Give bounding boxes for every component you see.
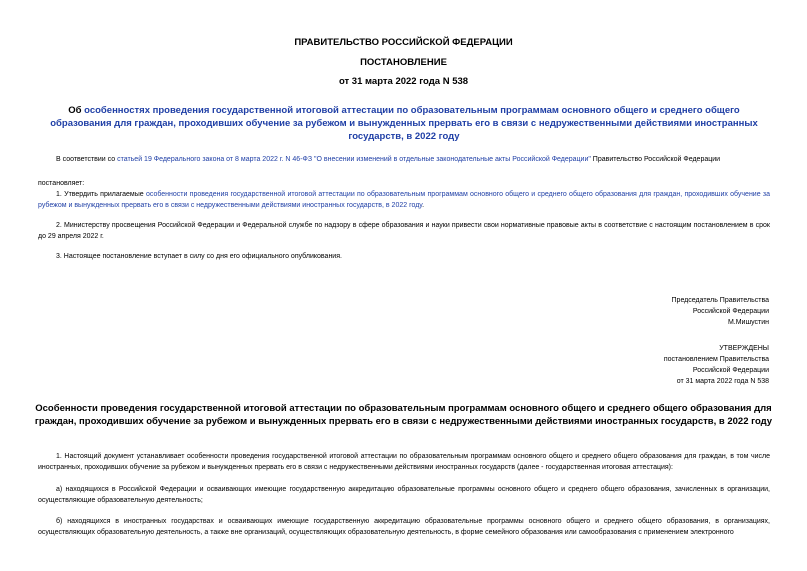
item-1-link[interactable]: особенности проведения государственной итоговой аттестации по образовательным программам основного общего и среднего общего образования для граждан, проходивших обучение за рубежом и вынужденных прервать его в связи с недружественными действиями иностранных государств, в 2022 году: [38, 191, 770, 209]
item-2: 2. Министерству просвещения Российской Федерации и Федеральной службе по надзору в сфере образования и науки привести свои нормативные правовые акты в соответствие с настоящим постановлением в срок до 29 апреля 2022 г.: [38, 222, 770, 240]
approval-country: Российской Федерации: [692, 367, 769, 374]
government-heading: ПРАВИТЕЛЬСТВО РОССИЙСКОЙ ФЕДЕРАЦИИ: [294, 37, 513, 48]
signature-name: М.Мишустин: [727, 319, 769, 326]
annex-paragraph-1: 1. Настоящий документ устанавливает особенности проведения государственной итоговой аттестации по образовательным программам основного общего и среднего общего образования для граждан, в том числе иностранных, проходивших обучение за рубежом и вынужденных прервать его в связи с недружественными действиями иностранных государств (далее - государственная итоговая аттестация):: [38, 453, 770, 471]
law-article-link[interactable]: статьей 19 Федерального закона от 8 марта 2022 г. N 46-ФЗ "О внесении изменений в отдельные законодательные акты Российской Федерации": [117, 156, 591, 163]
approval-date: от 31 марта 2022 года N 538: [676, 378, 769, 385]
preamble-before: В соответствии со: [56, 156, 118, 163]
signature-block: [569, 295, 769, 328]
decree-word: постановляет:: [38, 180, 85, 187]
preamble-after: Правительство Российской Федерации: [590, 156, 721, 163]
document-date-number: от 31 марта 2022 года N 538: [338, 76, 469, 87]
item-3: 3. Настоящее постановление вступает в силу со дня его официального опубликования.: [56, 253, 342, 260]
approval-block: [569, 343, 769, 387]
signature-position: Председатель Правительства: [671, 297, 769, 304]
item-1-before: 1. Утвердить прилагаемые: [56, 191, 146, 198]
preamble-paragraph: [38, 155, 773, 166]
annex-subparagraph-b: б) находящихся в иностранных государствах и осваивающих имеющие государственную аккредитацию образовательные программы основного общего и среднего общего образования, в организациях, осуществляющих образовательную деятельность, а также вне организаций, осуществляющих образовательную деятельность, в форме семейного образования или самообразования с применением электронного: [38, 518, 770, 536]
title-prefix: Об: [68, 105, 85, 116]
annex-subparagraph-a: а) находящихся в Российской Федерации и осваивающих имеющие государственную аккредитацию образовательные программы основного общего и среднего общего образования, зачисленных в организации, осуществляющие образовательную деятельность;: [38, 486, 770, 504]
item-1: [38, 190, 770, 211]
document-type: ПОСТАНОВЛЕНИЕ: [360, 57, 447, 68]
title-link[interactable]: особенностях проведения государственной итоговой аттестации по образовательным программам основного общего и среднего общего образования для граждан, проходивших обучение за рубежом и вынужденных прервать его в связи с недружественными действиями иностранных государств, в 2022 году: [50, 105, 758, 142]
item-1-after: .: [422, 201, 425, 209]
signature-country: Российской Федерации: [692, 308, 769, 315]
approval-approved: УТВЕРЖДЕНЫ: [719, 345, 769, 352]
approval-resolution: постановлением Правительства: [663, 356, 769, 363]
document-title: [48, 104, 760, 143]
annex-title: Особенности проведения государственной итоговой аттестации по образовательным программам основного общего и среднего общего образования для граждан, проходивших обучение за рубежом и вынужденных прервать его в связи с недружественными действиями иностранных государств, в 2022 году: [34, 403, 773, 427]
